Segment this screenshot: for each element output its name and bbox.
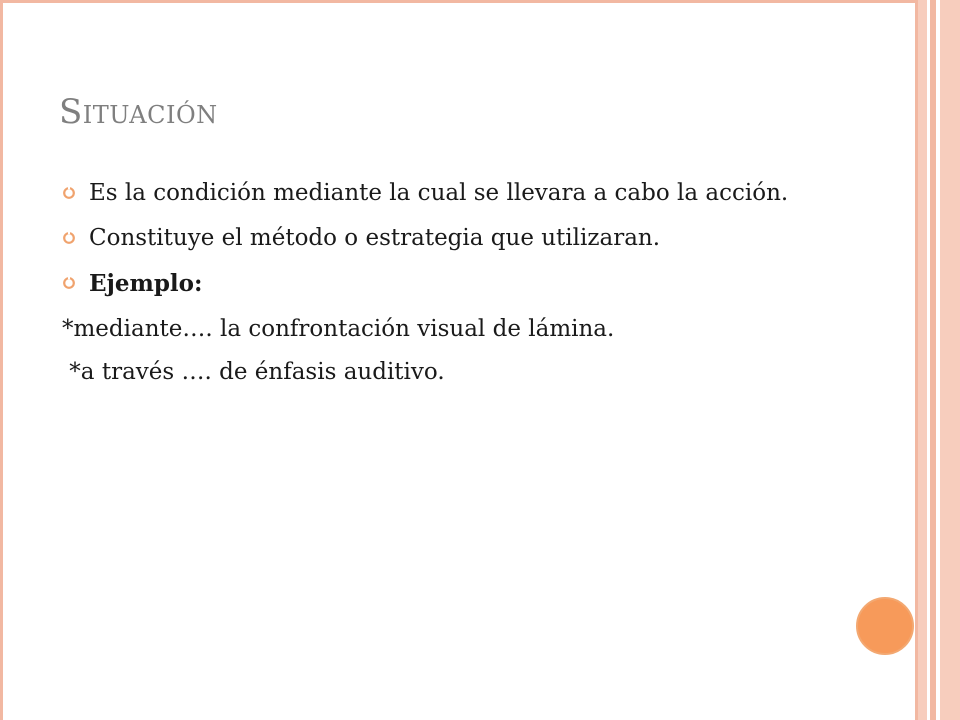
bullet-item (62, 178, 842, 209)
bullet-ring-icon (62, 186, 76, 200)
bullet-item (62, 223, 842, 254)
example-line: *a través …. de énfasis auditivo. (62, 359, 445, 385)
decorative-circle (856, 597, 914, 655)
stripe-wide (940, 0, 960, 720)
bullet-ring-icon (62, 276, 76, 290)
stripe-light (918, 0, 927, 720)
bullet-text: Constituye el método o estrategia que utilizaran. (89, 225, 661, 251)
example-line: *mediante…. la confrontación visual de lámina. (62, 316, 615, 342)
bullet-text-bold: Ejemplo: (89, 270, 203, 297)
slide-title: Situación (59, 92, 218, 132)
bullet-item (62, 268, 842, 300)
bullet-ring-icon (62, 231, 76, 245)
right-decorative-stripes (918, 0, 960, 720)
bullet-text: Es la condición mediante la cual se llevara a cabo la acción. (89, 180, 789, 206)
slide-body (62, 178, 842, 400)
